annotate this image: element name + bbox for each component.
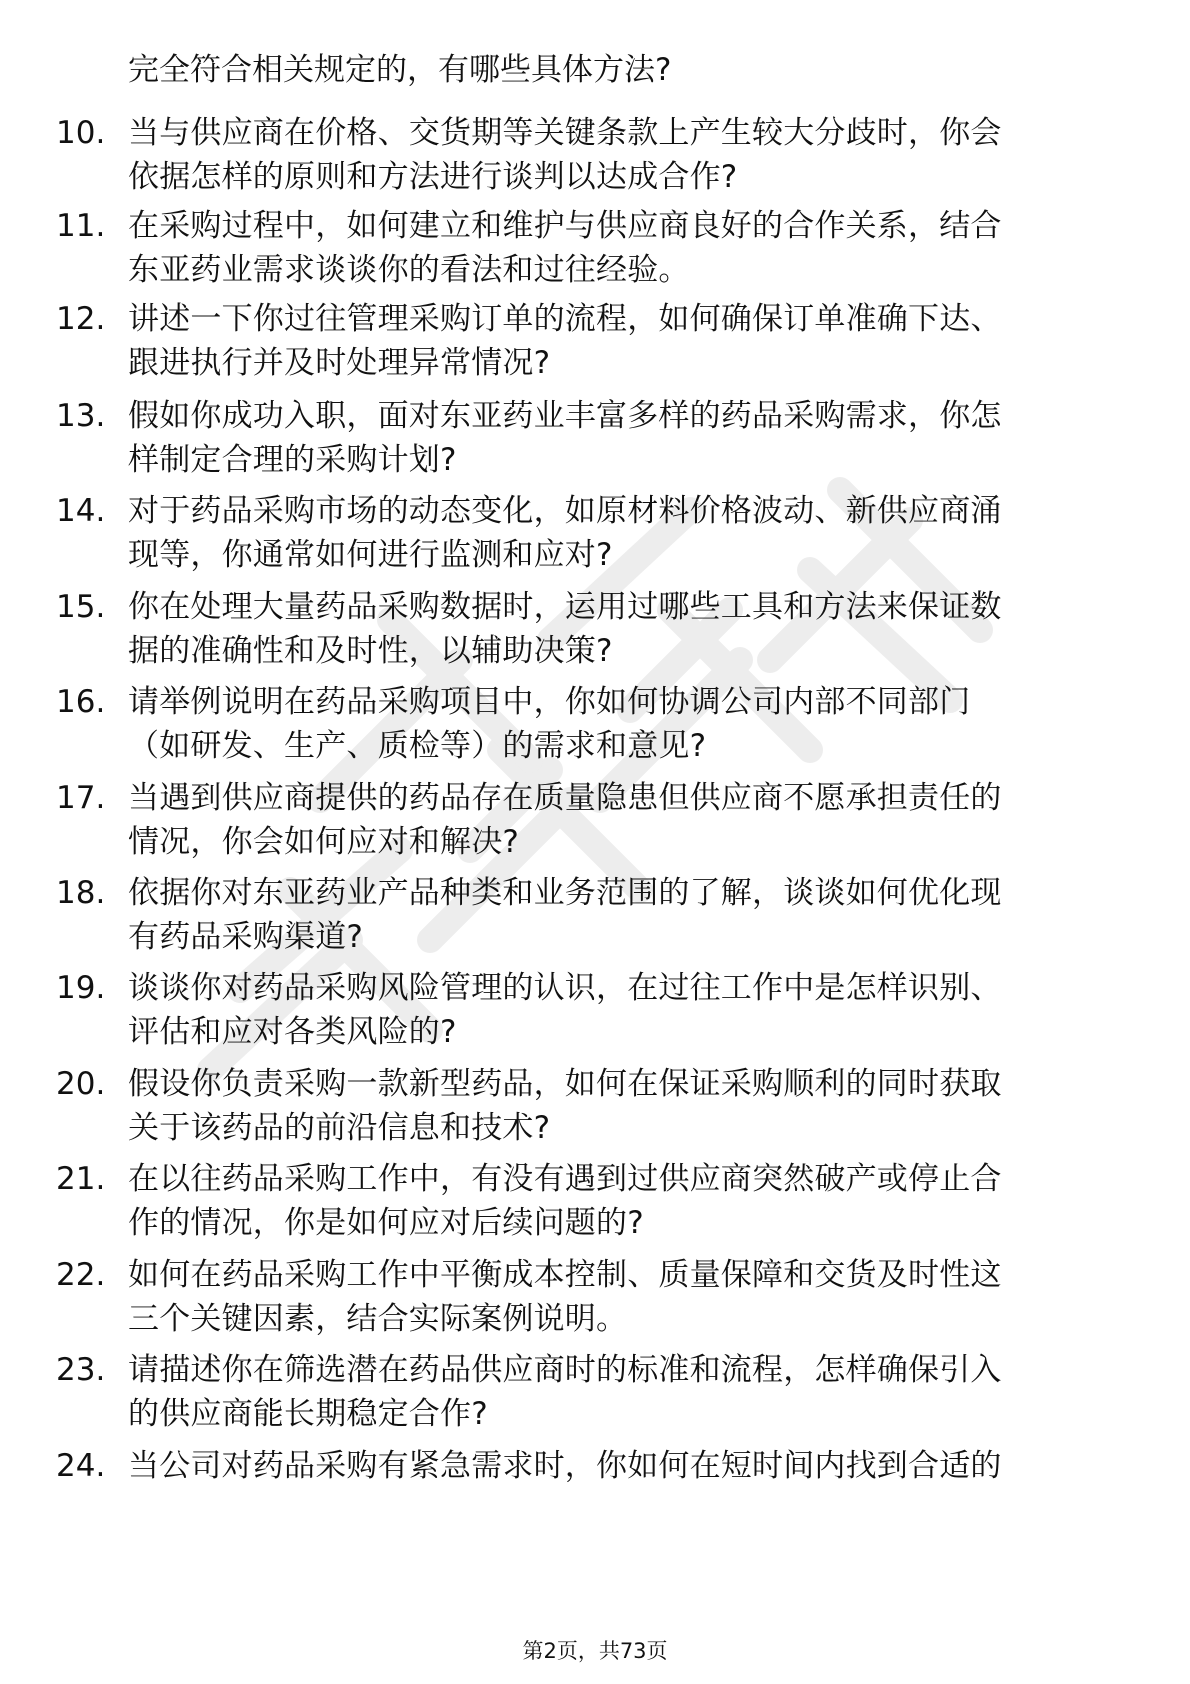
question-line: 东亚药业需求谈谈你的看法和过往经验。	[128, 252, 690, 288]
question-line: 的供应商能长期稳定合作?	[128, 1396, 488, 1432]
question-line: 如何在药品采购工作中平衡成本控制、质量保障和交货及时性这	[128, 1257, 1002, 1293]
question-number: 14.	[56, 493, 106, 529]
question-item	[0, 206, 1190, 296]
question-number: 16.	[56, 684, 106, 720]
question-item	[0, 1064, 1190, 1154]
question-line: 依据怎样的原则和方法进行谈判以达成合作?	[128, 159, 738, 195]
question-number: 20.	[56, 1066, 106, 1102]
question-number: 24.	[56, 1448, 106, 1484]
page-footer: 第2页，共73页	[522, 1639, 668, 1663]
question-line: 评估和应对各类风险的?	[128, 1014, 457, 1050]
question-line: 有药品采购渠道?	[128, 919, 364, 955]
question-line: 你在处理大量药品采购数据时，运用过哪些工具和方法来保证数	[128, 589, 1002, 625]
question-number: 15.	[56, 589, 106, 625]
question-number: 13.	[56, 398, 106, 434]
question-item	[0, 873, 1190, 963]
question-line: 当遇到供应商提供的药品存在质量隐患但供应商不愿承担责任的	[128, 780, 1002, 816]
question-number: 18.	[56, 875, 106, 911]
question-line: 现等，你通常如何进行监测和应对?	[128, 537, 613, 573]
question-line: 作的情况，你是如何应对后续问题的?	[128, 1205, 644, 1241]
question-line: 跟进执行并及时处理异常情况?	[128, 345, 551, 381]
question-item	[0, 299, 1190, 389]
question-line: 请描述你在筛选潜在药品供应商时的标准和流程，怎样确保引入	[128, 1352, 1002, 1388]
question-number: 17.	[56, 780, 106, 816]
question-item	[0, 968, 1190, 1058]
question-item	[0, 491, 1190, 581]
question-line: 据的准确性和及时性，以辅助决策?	[128, 633, 613, 669]
question-item	[0, 682, 1190, 772]
question-number: 10.	[56, 115, 106, 151]
question-number: 11.	[56, 208, 106, 244]
question-item	[0, 1159, 1190, 1249]
question-item	[0, 1350, 1190, 1440]
question-line: 请举例说明在药品采购项目中，你如何协调公司内部不同部门	[128, 684, 971, 720]
question-line: （如研发、生产、质检等）的需求和意见?	[128, 728, 707, 764]
question-line: 样制定合理的采购计划?	[128, 442, 457, 478]
question-line: 对于药品采购市场的动态变化，如原材料价格波动、新供应商涌	[128, 493, 1002, 529]
question-number: 22.	[56, 1257, 106, 1293]
question-line: 当公司对药品采购有紧急需求时，你如何在短时间内找到合适的	[128, 1448, 1002, 1484]
question-line: 情况，你会如何应对和解决?	[128, 824, 520, 860]
question-line: 依据你对东亚药业产品种类和业务范围的了解，谈谈如何优化现	[128, 875, 1002, 911]
question-item	[0, 1446, 1190, 1536]
question-line: 假设你负责采购一款新型药品，如何在保证采购顺利的同时获取	[128, 1066, 1002, 1102]
question-number: 12.	[56, 301, 106, 337]
question-item	[0, 1255, 1190, 1345]
question-line: 谈谈你对药品采购风险管理的认识，在过往工作中是怎样识别、	[128, 970, 1002, 1006]
question-number: 23.	[56, 1352, 106, 1388]
continuation-text: 完全符合相关规定的，有哪些具体方法?	[128, 52, 672, 88]
question-number: 21.	[56, 1161, 106, 1197]
question-item	[0, 113, 1190, 203]
question-line: 假如你成功入职，面对东亚药业丰富多样的药品采购需求，你怎	[128, 398, 1002, 434]
question-line: 在采购过程中，如何建立和维护与供应商良好的合作关系，结合	[128, 208, 1002, 244]
question-line: 关于该药品的前沿信息和技术?	[128, 1110, 551, 1146]
question-line: 三个关键因素，结合实际案例说明。	[128, 1301, 628, 1337]
question-item	[0, 778, 1190, 868]
question-item	[0, 396, 1190, 486]
question-number: 19.	[56, 970, 106, 1006]
question-item	[0, 587, 1190, 677]
question-line: 当与供应商在价格、交货期等关键条款上产生较大分歧时，你会	[128, 115, 1002, 151]
question-line: 讲述一下你过往管理采购订单的流程，如何确保订单准确下达、	[128, 301, 1002, 337]
question-line: 在以往药品采购工作中，有没有遇到过供应商突然破产或停止合	[128, 1161, 1002, 1197]
